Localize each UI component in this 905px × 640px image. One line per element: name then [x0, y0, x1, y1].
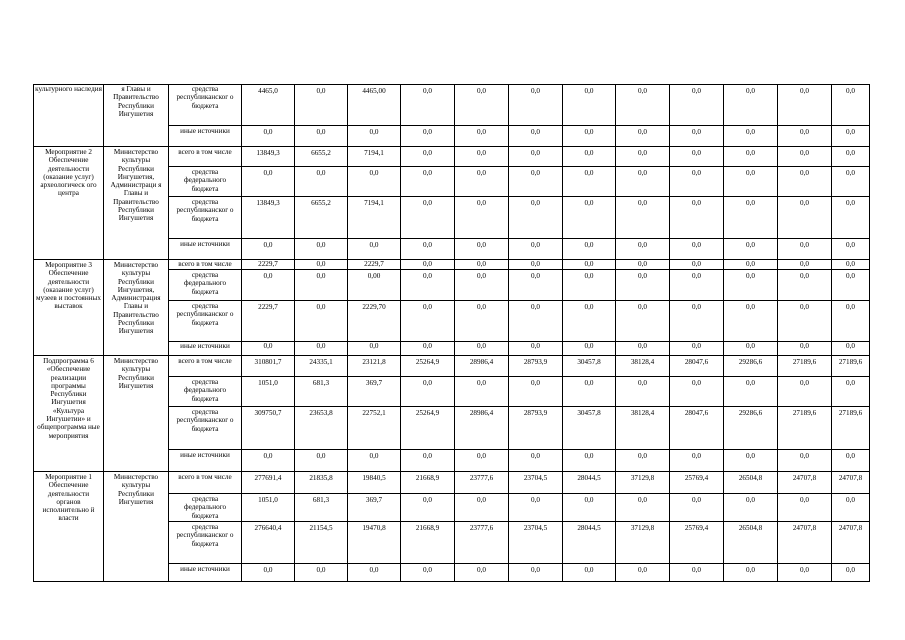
value-cell: 0,0: [724, 260, 778, 270]
value-cell: 0,0: [563, 260, 616, 270]
value-cell: 2229,7: [348, 260, 401, 270]
value-cell: 0,0: [509, 377, 563, 407]
source-cell: иные источники: [169, 126, 242, 147]
value-cell: 27189,6: [832, 407, 870, 450]
value-cell: 28793,9: [509, 407, 563, 450]
value-cell: 7194,1: [348, 197, 401, 239]
value-cell: 0,0: [616, 239, 670, 260]
value-cell: 2229,7: [242, 301, 295, 342]
value-cell: 26504,8: [724, 522, 778, 564]
value-cell: 23704,5: [509, 522, 563, 564]
value-cell: 0,0: [242, 270, 295, 301]
source-cell: иные источники: [169, 564, 242, 582]
value-cell: 0,0: [832, 301, 870, 342]
value-cell: 0,0: [509, 126, 563, 147]
value-cell: 24707,8: [832, 472, 870, 494]
value-cell: 0,0: [616, 167, 670, 197]
value-cell: 28047,6: [670, 356, 724, 377]
value-cell: 0,0: [670, 301, 724, 342]
value-cell: 25769,4: [670, 522, 724, 564]
value-cell: 1051,0: [242, 494, 295, 522]
value-cell: 0,0: [401, 494, 455, 522]
value-cell: 0,0: [670, 239, 724, 260]
value-cell: 0,0: [563, 450, 616, 472]
value-cell: 0,0: [724, 564, 778, 582]
value-cell: 28047,6: [670, 407, 724, 450]
source-cell: средства республиканског о бюджета: [169, 197, 242, 239]
value-cell: 0,0: [832, 197, 870, 239]
value-cell: 0,00: [348, 270, 401, 301]
value-cell: 0,0: [778, 239, 832, 260]
table-row: [34, 147, 870, 167]
value-cell: 369,7: [348, 494, 401, 522]
value-cell: 0,0: [616, 147, 670, 167]
value-cell: 0,0: [778, 564, 832, 582]
source-cell: средства республиканског о бюджета: [169, 85, 242, 126]
value-cell: 0,0: [563, 270, 616, 301]
value-cell: 28793,9: [509, 356, 563, 377]
value-cell: 0,0: [778, 342, 832, 356]
value-cell: 28986,4: [455, 407, 509, 450]
value-cell: 4465,0: [242, 85, 295, 126]
value-cell: 0,0: [455, 564, 509, 582]
value-cell: 0,0: [401, 270, 455, 301]
value-cell: 0,0: [724, 197, 778, 239]
value-cell: 0,0: [724, 301, 778, 342]
value-cell: 23121,8: [348, 356, 401, 377]
value-cell: 0,0: [509, 147, 563, 167]
value-cell: 0,0: [616, 85, 670, 126]
value-cell: 0,0: [616, 342, 670, 356]
value-cell: 6655,2: [295, 147, 348, 167]
executor-cell: Министерство культуры Республики Ингушетия: [104, 356, 169, 472]
source-cell: средства республиканског о бюджета: [169, 522, 242, 564]
value-cell: 0,0: [455, 167, 509, 197]
value-cell: 0,0: [401, 377, 455, 407]
value-cell: 0,0: [401, 239, 455, 260]
activity-name-cell: Мероприятие 2 Обеспечение деятельности (оказание услуг) археологическ ого центра: [34, 147, 104, 260]
source-cell: средства федерального бюджета: [169, 377, 242, 407]
value-cell: 0,0: [401, 260, 455, 270]
value-cell: 0,0: [563, 239, 616, 260]
value-cell: 0,0: [509, 260, 563, 270]
value-cell: 0,0: [724, 270, 778, 301]
value-cell: 0,0: [616, 494, 670, 522]
value-cell: 28044,5: [563, 472, 616, 494]
value-cell: 277691,4: [242, 472, 295, 494]
value-cell: 0,0: [295, 301, 348, 342]
value-cell: 0,0: [455, 342, 509, 356]
value-cell: 0,0: [832, 260, 870, 270]
source-cell: средства федерального бюджета: [169, 270, 242, 301]
value-cell: 0,0: [563, 564, 616, 582]
value-cell: 0,0: [563, 377, 616, 407]
table-row: [34, 260, 870, 270]
value-cell: 681,3: [295, 494, 348, 522]
value-cell: 0,0: [563, 197, 616, 239]
value-cell: 0,0: [563, 301, 616, 342]
value-cell: 25264,9: [401, 356, 455, 377]
value-cell: 0,0: [563, 494, 616, 522]
activity-name-cell: Мероприятие 1 Обеспечение деятельности органов исполнительно й власти: [34, 472, 104, 582]
value-cell: 19840,5: [348, 472, 401, 494]
value-cell: 13849,3: [242, 147, 295, 167]
value-cell: 0,0: [348, 239, 401, 260]
value-cell: 38128,4: [616, 356, 670, 377]
value-cell: 0,0: [455, 197, 509, 239]
financing-table: [33, 84, 870, 582]
value-cell: 0,0: [509, 197, 563, 239]
value-cell: 0,0: [832, 342, 870, 356]
value-cell: 0,0: [778, 85, 832, 126]
activity-name-cell: культурного наследия: [34, 85, 104, 147]
value-cell: 0,0: [778, 377, 832, 407]
value-cell: 0,0: [724, 147, 778, 167]
value-cell: 0,0: [670, 450, 724, 472]
value-cell: 0,0: [242, 239, 295, 260]
value-cell: 0,0: [832, 147, 870, 167]
executor-cell: Министерство культуры Республики Ингушетия, Администрация Главы и Правительство Республики Ингушетия: [104, 260, 169, 356]
value-cell: 0,0: [509, 450, 563, 472]
value-cell: 369,7: [348, 377, 401, 407]
value-cell: 0,0: [242, 564, 295, 582]
value-cell: 0,0: [509, 301, 563, 342]
value-cell: 0,0: [455, 239, 509, 260]
value-cell: 0,0: [455, 494, 509, 522]
value-cell: 0,0: [401, 450, 455, 472]
value-cell: 0,0: [348, 450, 401, 472]
value-cell: 0,0: [778, 450, 832, 472]
value-cell: 22752,1: [348, 407, 401, 450]
value-cell: 0,0: [401, 301, 455, 342]
value-cell: 0,0: [242, 167, 295, 197]
value-cell: 0,0: [616, 301, 670, 342]
value-cell: 30457,8: [563, 407, 616, 450]
source-cell: средства федерального бюджета: [169, 167, 242, 197]
source-cell: иные источники: [169, 450, 242, 472]
value-cell: 0,0: [509, 270, 563, 301]
value-cell: 0,0: [455, 270, 509, 301]
value-cell: 23777,6: [455, 472, 509, 494]
value-cell: 23653,8: [295, 407, 348, 450]
value-cell: 29286,6: [724, 356, 778, 377]
executor-cell: я Главы и Правительство Республики Ингушетия: [104, 85, 169, 147]
value-cell: 0,0: [509, 167, 563, 197]
value-cell: 0,0: [295, 239, 348, 260]
value-cell: 0,0: [670, 167, 724, 197]
activity-name-cell: Мероприятие 3 Обеспечение деятельности (оказание услуг) музеев и постоянных выставок: [34, 260, 104, 356]
value-cell: 0,0: [778, 260, 832, 270]
value-cell: 0,0: [670, 126, 724, 147]
value-cell: 0,0: [455, 377, 509, 407]
source-cell: всего в том числе: [169, 147, 242, 167]
value-cell: 0,0: [295, 85, 348, 126]
value-cell: 0,0: [616, 450, 670, 472]
value-cell: 0,0: [401, 126, 455, 147]
value-cell: 0,0: [401, 167, 455, 197]
value-cell: 24707,8: [778, 522, 832, 564]
value-cell: 0,0: [563, 85, 616, 126]
value-cell: 0,0: [778, 167, 832, 197]
source-cell: всего в том числе: [169, 356, 242, 377]
source-cell: средства республиканског о бюджета: [169, 407, 242, 450]
value-cell: 23777,6: [455, 522, 509, 564]
value-cell: 0,0: [832, 450, 870, 472]
value-cell: 0,0: [778, 494, 832, 522]
value-cell: 0,0: [724, 342, 778, 356]
value-cell: 0,0: [832, 167, 870, 197]
value-cell: 0,0: [832, 239, 870, 260]
value-cell: 0,0: [724, 85, 778, 126]
executor-cell: Министерство культуры Республики Ингушетия, Администраци я Главы и Правительство Республики Ингушетия: [104, 147, 169, 260]
value-cell: 21154,5: [295, 522, 348, 564]
value-cell: 0,0: [348, 126, 401, 147]
value-cell: 0,0: [242, 450, 295, 472]
source-cell: средства федерального бюджета: [169, 494, 242, 522]
value-cell: 25769,4: [670, 472, 724, 494]
value-cell: 26504,8: [724, 472, 778, 494]
value-cell: 0,0: [563, 342, 616, 356]
value-cell: 0,0: [401, 85, 455, 126]
value-cell: 0,0: [670, 377, 724, 407]
value-cell: 0,0: [670, 85, 724, 126]
value-cell: 23704,5: [509, 472, 563, 494]
value-cell: 0,0: [455, 301, 509, 342]
value-cell: 0,0: [670, 197, 724, 239]
value-cell: 0,0: [616, 260, 670, 270]
source-cell: всего в том числе: [169, 260, 242, 270]
value-cell: 0,0: [778, 301, 832, 342]
value-cell: 0,0: [295, 167, 348, 197]
value-cell: 0,0: [563, 167, 616, 197]
value-cell: 0,0: [348, 167, 401, 197]
value-cell: 19470,8: [348, 522, 401, 564]
value-cell: 0,0: [563, 126, 616, 147]
value-cell: 0,0: [778, 270, 832, 301]
value-cell: 0,0: [832, 126, 870, 147]
value-cell: 0,0: [295, 270, 348, 301]
value-cell: 0,0: [616, 564, 670, 582]
value-cell: 28986,4: [455, 356, 509, 377]
value-cell: 0,0: [509, 564, 563, 582]
value-cell: 0,0: [616, 126, 670, 147]
value-cell: 0,0: [832, 377, 870, 407]
value-cell: 0,0: [401, 342, 455, 356]
value-cell: 2229,7: [242, 260, 295, 270]
value-cell: 0,0: [832, 494, 870, 522]
value-cell: 0,0: [670, 147, 724, 167]
value-cell: 1051,0: [242, 377, 295, 407]
value-cell: 0,0: [455, 450, 509, 472]
value-cell: 0,0: [724, 450, 778, 472]
value-cell: 0,0: [724, 239, 778, 260]
value-cell: 0,0: [242, 342, 295, 356]
value-cell: 0,0: [778, 126, 832, 147]
value-cell: 0,0: [401, 147, 455, 167]
value-cell: 0,0: [295, 126, 348, 147]
value-cell: 29286,6: [724, 407, 778, 450]
value-cell: 0,0: [295, 564, 348, 582]
value-cell: 0,0: [455, 147, 509, 167]
value-cell: 681,3: [295, 377, 348, 407]
value-cell: 310801,7: [242, 356, 295, 377]
value-cell: 0,0: [509, 85, 563, 126]
value-cell: 0,0: [563, 147, 616, 167]
value-cell: 24335,1: [295, 356, 348, 377]
value-cell: 38128,4: [616, 407, 670, 450]
value-cell: 0,0: [724, 494, 778, 522]
value-cell: 0,0: [509, 342, 563, 356]
value-cell: 0,0: [832, 270, 870, 301]
table-row: [34, 85, 870, 126]
activity-name-cell: Подпрограмма 6 «Обеспечение реализации программы Республики Ингушетия «Культура Ингушетии» и общепрограмма ные мероприятия: [34, 356, 104, 472]
source-cell: иные источники: [169, 342, 242, 356]
value-cell: 0,0: [509, 239, 563, 260]
value-cell: 0,0: [724, 377, 778, 407]
value-cell: 0,0: [616, 270, 670, 301]
table-row: [34, 356, 870, 377]
value-cell: 0,0: [455, 126, 509, 147]
table-row: [34, 472, 870, 494]
value-cell: 2229,70: [348, 301, 401, 342]
value-cell: 0,0: [778, 197, 832, 239]
value-cell: 27189,6: [778, 407, 832, 450]
value-cell: 13849,3: [242, 197, 295, 239]
value-cell: 4465,00: [348, 85, 401, 126]
value-cell: 276640,4: [242, 522, 295, 564]
value-cell: 0,0: [724, 167, 778, 197]
value-cell: 0,0: [455, 260, 509, 270]
value-cell: 0,0: [401, 197, 455, 239]
value-cell: 6655,2: [295, 197, 348, 239]
source-cell: всего в том числе: [169, 472, 242, 494]
value-cell: 0,0: [670, 564, 724, 582]
value-cell: 30457,8: [563, 356, 616, 377]
source-cell: иные источники: [169, 239, 242, 260]
value-cell: 0,0: [616, 197, 670, 239]
value-cell: 25264,9: [401, 407, 455, 450]
value-cell: 7194,1: [348, 147, 401, 167]
value-cell: 0,0: [295, 260, 348, 270]
value-cell: 0,0: [778, 147, 832, 167]
value-cell: 0,0: [401, 564, 455, 582]
value-cell: 37129,8: [616, 472, 670, 494]
value-cell: 0,0: [348, 564, 401, 582]
value-cell: 21835,8: [295, 472, 348, 494]
value-cell: 0,0: [455, 85, 509, 126]
value-cell: 0,0: [670, 270, 724, 301]
value-cell: 0,0: [295, 450, 348, 472]
value-cell: 0,0: [295, 342, 348, 356]
value-cell: 21668,9: [401, 472, 455, 494]
value-cell: 28044,5: [563, 522, 616, 564]
value-cell: 0,0: [348, 342, 401, 356]
value-cell: 0,0: [670, 260, 724, 270]
value-cell: 0,0: [670, 342, 724, 356]
source-cell: средства республиканског о бюджета: [169, 301, 242, 342]
value-cell: 24707,8: [778, 472, 832, 494]
value-cell: 0,0: [832, 85, 870, 126]
value-cell: 0,0: [509, 494, 563, 522]
value-cell: 0,0: [724, 126, 778, 147]
value-cell: 0,0: [832, 564, 870, 582]
value-cell: 37129,8: [616, 522, 670, 564]
value-cell: 0,0: [616, 377, 670, 407]
value-cell: 27189,6: [778, 356, 832, 377]
executor-cell: Министерство культуры Республики Ингушетия: [104, 472, 169, 582]
value-cell: 24707,8: [832, 522, 870, 564]
value-cell: 27189,6: [832, 356, 870, 377]
value-cell: 0,0: [670, 494, 724, 522]
value-cell: 0,0: [242, 126, 295, 147]
value-cell: 21668,9: [401, 522, 455, 564]
value-cell: 309750,7: [242, 407, 295, 450]
